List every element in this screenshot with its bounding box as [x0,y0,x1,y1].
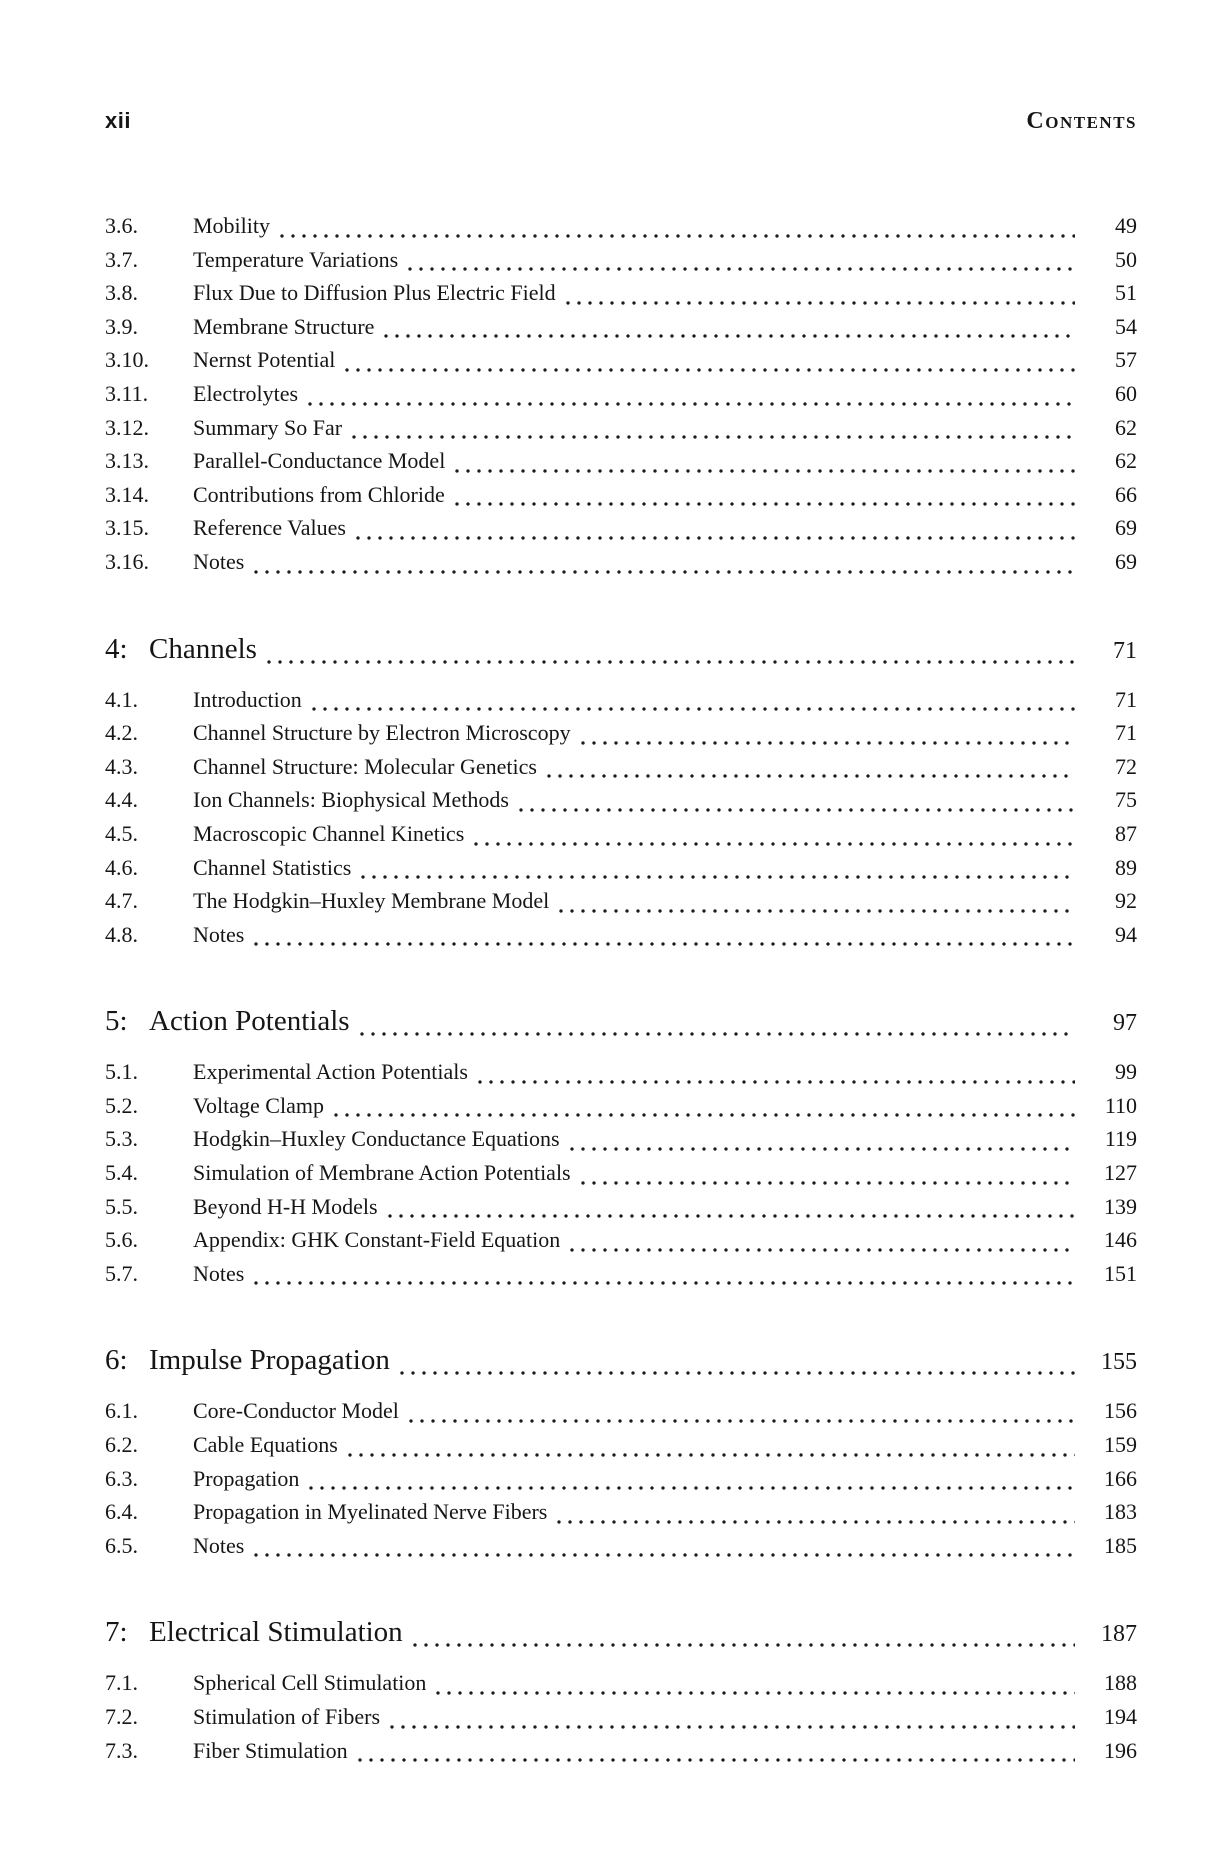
section-number: 4.3. [105,753,138,779]
section-page-number: 99 [1115,1059,1137,1085]
dot-leader [254,942,1075,946]
toc-entry-row [105,683,1137,717]
section-number: 3.13. [105,448,149,474]
section-title: Channel Structure by Electron Microscopy [193,720,571,746]
section-title: Propagation in Myelinated Nerve Fibers [193,1499,548,1525]
toc-entry-row [105,716,1137,750]
dot-leader [557,1520,1075,1524]
section-number: 7.1. [105,1670,138,1696]
toc-entry-row [105,276,1137,310]
toc-entry-row [105,411,1137,445]
section-title: Summary So Far [193,414,343,440]
dot-leader [334,1113,1075,1117]
section-title: Propagation [193,1465,300,1491]
dot-leader [455,469,1075,473]
section-page-number: 71 [1115,720,1137,746]
dot-leader [570,1147,1075,1151]
dot-leader [409,1419,1075,1423]
running-header [105,108,1137,135]
section-number: 7.2. [105,1704,138,1729]
toc-entry-row [105,478,1137,512]
section-title: Nernst Potential [193,347,336,373]
dot-leader [384,334,1075,338]
section-page-number: 57 [1115,347,1137,373]
section-page-number: 110 [1104,1092,1137,1118]
section-number: 5.6. [105,1227,138,1253]
toc-entry-row [105,1055,1137,1089]
section-number: 3.14. [105,481,149,507]
toc-chapter-row [105,1001,1137,1043]
section-page-number: 72 [1115,753,1137,779]
section-number: 5.2. [105,1092,138,1118]
toc-entry-row [105,1190,1137,1224]
section-title: Macroscopic Channel Kinetics [193,820,465,846]
section-title: Fiber Stimulation [193,1737,348,1763]
section-title: The Hodgkin–Huxley Membrane Model [193,888,550,914]
section-page-number: 51 [1115,280,1137,306]
chapter-number: 7: [105,1616,128,1649]
toc-entry-row [105,918,1137,952]
toc-entry-row [105,310,1137,344]
dot-leader [478,1080,1075,1084]
dot-leader [455,502,1075,506]
toc-entry-row [105,1223,1137,1257]
section-number: 4.5. [105,820,138,846]
section-title: Experimental Action Potentials [193,1059,468,1085]
section-number: 3.7. [105,246,138,272]
section-number: 6.1. [105,1398,138,1424]
dot-leader [581,741,1075,745]
section-page-number: 127 [1104,1160,1137,1186]
chapter-number: 6: [105,1344,128,1377]
dot-leader [436,1691,1075,1695]
section-page-number: 71 [1115,686,1137,712]
section-page-number: 166 [1104,1465,1137,1491]
section-title: Notes [193,1260,245,1286]
dot-leader [308,402,1075,406]
section-page-number: 156 [1104,1398,1137,1424]
section-number: 3.8. [105,280,138,306]
toc-entry-row [105,1462,1137,1496]
dot-leader [547,774,1075,778]
section-page-number: 62 [1115,448,1137,474]
section-page-number: 146 [1104,1227,1137,1253]
chapter-title: Impulse Propagation [149,1344,390,1377]
dot-leader [267,660,1075,664]
dot-leader [390,1725,1075,1729]
dot-leader [474,842,1075,846]
toc-chapter-row [105,1612,1137,1654]
toc-entry-row [105,783,1137,817]
section-page-number: 94 [1115,921,1137,947]
section-page-number: 87 [1115,820,1137,846]
chapter-number: 5: [105,1005,128,1038]
toc-entry-row [105,817,1137,851]
chapter-title: Electrical Stimulation [149,1616,403,1649]
dot-leader [254,1281,1075,1285]
toc-entry-row [105,1666,1137,1700]
section-page-number: 185 [1104,1532,1137,1558]
toc-entry-row [105,1428,1137,1462]
section-page-number: 60 [1115,380,1137,406]
section-number: 4.6. [105,854,138,880]
dot-leader [570,1248,1075,1252]
section-page-number: 119 [1104,1126,1137,1152]
dot-leader [312,707,1075,711]
toc-group-4 [105,1612,1137,1767]
dot-leader [361,875,1075,879]
section-title: Core-Conductor Model [193,1398,399,1424]
toc-entry-row [105,1495,1137,1529]
section-number: 6.3. [105,1465,138,1491]
section-title: Reference Values [193,515,346,541]
section-title: Introduction [193,686,302,712]
toc-entry-row [105,750,1137,784]
dot-leader [309,1486,1075,1490]
dot-leader [280,234,1075,238]
toc-entry-row [105,1394,1137,1428]
chapter-page-number: 97 [1113,1010,1137,1037]
toc-entry-row [105,884,1137,918]
toc-entry-row [105,511,1137,545]
section-number: 4.7. [105,888,138,914]
section-number: 4.2. [105,720,138,746]
section-page-number: 49 [1115,213,1137,238]
toc-entry-row [105,444,1137,478]
section-number: 7.3. [105,1737,138,1763]
running-head-title: Contents [1026,108,1137,134]
section-title: Electrolytes [193,380,299,406]
section-number: 4.1. [105,686,138,712]
dot-leader [360,1032,1075,1036]
dot-leader [581,1181,1075,1185]
dot-leader [408,267,1075,271]
section-title: Stimulation of Fibers [193,1704,380,1729]
section-number: 3.11. [105,380,149,406]
section-title: Hodgkin–Huxley Conductance Equations [193,1126,560,1152]
section-title: Channel Statistics [193,854,352,880]
dot-leader [352,435,1075,439]
toc-entry-row [105,1156,1137,1190]
section-title: Temperature Variations [193,246,399,272]
section-page-number: 139 [1104,1193,1137,1219]
section-page-number: 183 [1104,1499,1137,1525]
dot-leader [348,1453,1075,1457]
section-title: Notes [193,921,245,947]
section-title: Beyond H-H Models [193,1193,378,1219]
chapter-page-number: 155 [1101,1349,1137,1376]
toc-entry-row [105,1257,1137,1291]
section-number: 5.3. [105,1126,138,1152]
dot-leader [566,301,1075,305]
toc-group-1 [105,629,1137,952]
section-page-number: 151 [1104,1260,1137,1286]
section-number: 3.15. [105,515,149,541]
toc-entry-row [105,1529,1137,1563]
section-page-number: 69 [1115,548,1137,574]
section-number: 4.4. [105,787,138,813]
toc-group-2 [105,1001,1137,1290]
section-title: Membrane Structure [193,313,375,339]
section-number: 6.4. [105,1499,138,1525]
section-page-number: 194 [1104,1704,1137,1729]
dot-leader [388,1214,1075,1218]
section-title: Channel Structure: Molecular Genetics [193,753,537,779]
toc-entry-row [105,1089,1137,1123]
chapter-page-number: 71 [1113,637,1137,664]
chapter-title: Action Potentials [149,1005,350,1038]
toc-entry-row [105,1122,1137,1156]
toc-entry-row [105,545,1137,579]
toc-group-3 [105,1340,1137,1562]
toc-group-0 [105,209,1137,579]
section-page-number: 50 [1115,246,1137,272]
section-number: 3.10. [105,347,149,373]
section-number: 4.8. [105,921,138,947]
section-page-number: 196 [1104,1737,1137,1763]
section-title: Notes [193,548,245,574]
section-page-number: 188 [1104,1670,1137,1696]
section-page-number: 69 [1115,515,1137,541]
section-title: Contributions from Chloride [193,481,445,507]
section-title: Voltage Clamp [193,1092,324,1118]
section-number: 3.9. [105,313,138,339]
section-number: 6.2. [105,1432,138,1458]
dot-leader [356,536,1075,540]
section-number: 5.5. [105,1193,138,1219]
toc-entry-row [105,1700,1137,1734]
dot-leader [254,570,1075,574]
dot-leader [519,808,1075,812]
section-number: 3.16. [105,548,149,574]
page-folio: xii [105,108,131,133]
section-title: Simulation of Membrane Action Potentials [193,1160,571,1186]
toc-entry-row [105,1734,1137,1768]
section-number: 3.12. [105,414,149,440]
section-title: Appendix: GHK Constant-Field Equation [193,1227,561,1253]
section-page-number: 62 [1115,414,1137,440]
section-title: Ion Channels: Biophysical Methods [193,787,509,813]
section-title: Mobility [193,213,271,238]
toc-entry-row [105,851,1137,885]
section-title: Flux Due to Diffusion Plus Electric Field [193,280,556,306]
section-number: 5.7. [105,1260,138,1286]
dot-leader [400,1371,1075,1375]
dot-leader [345,368,1075,372]
toc-entry-row [105,243,1137,277]
toc-chapter-row [105,1340,1137,1382]
section-title: Notes [193,1532,245,1558]
section-page-number: 75 [1115,787,1137,813]
section-title: Parallel-Conductance Model [193,448,446,474]
section-number: 5.4. [105,1160,138,1186]
section-page-number: 54 [1115,313,1137,339]
section-page-number: 66 [1115,481,1137,507]
table-of-contents [105,209,1137,1767]
chapter-number: 4: [105,632,128,665]
dot-leader [559,909,1075,913]
dot-leader [358,1758,1075,1762]
section-page-number: 92 [1115,888,1137,914]
chapter-page-number: 187 [1101,1621,1137,1648]
section-title: Cable Equations [193,1432,338,1458]
section-page-number: 159 [1104,1432,1137,1458]
dot-leader [413,1643,1075,1647]
toc-entry-row [105,209,1137,243]
section-page-number: 89 [1115,854,1137,880]
section-number: 6.5. [105,1532,138,1558]
section-number: 3.6. [105,213,138,238]
section-number: 5.1. [105,1059,138,1085]
section-title: Spherical Cell Stimulation [193,1670,427,1696]
toc-entry-row [105,377,1137,411]
chapter-title: Channels [149,632,257,665]
dot-leader [254,1553,1075,1557]
toc-chapter-row [105,629,1137,671]
toc-entry-row [105,343,1137,377]
